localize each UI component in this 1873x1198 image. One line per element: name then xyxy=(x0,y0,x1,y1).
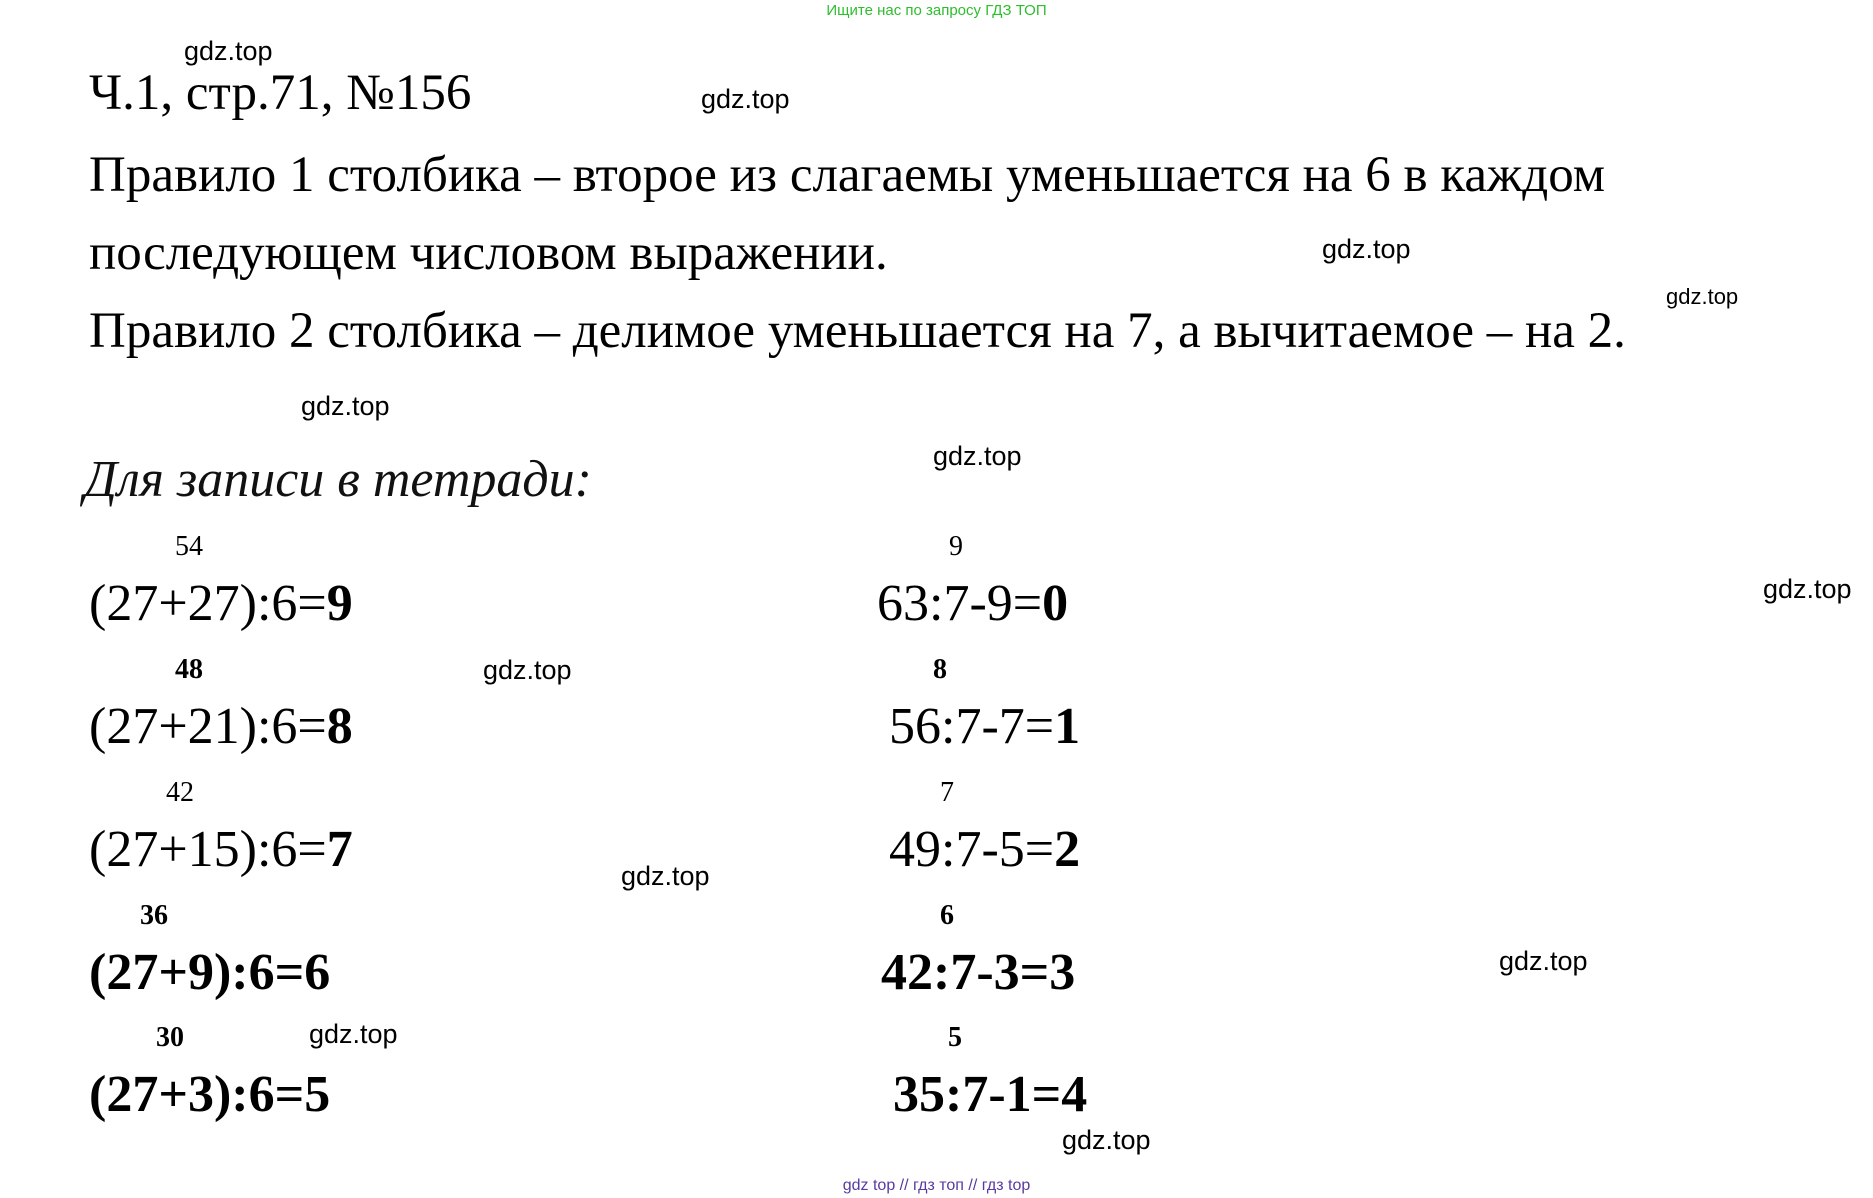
expression-text: 56:7-7= xyxy=(889,698,1055,755)
expression-text: 49:7-5= xyxy=(889,821,1055,878)
watermark: gdz.top xyxy=(701,84,790,114)
expression xyxy=(889,821,1081,878)
watermark: gdz.top xyxy=(1666,284,1739,309)
expression-text: (27+27):6= xyxy=(89,575,327,632)
expression xyxy=(89,821,353,878)
footer-separator: // xyxy=(968,1177,978,1194)
rule-line: последующем числовом выражении. xyxy=(89,225,888,281)
expression xyxy=(881,944,1076,1001)
intermediate-note: 8 xyxy=(933,654,947,685)
page-title: Ч.1, стр.71, №156 xyxy=(89,65,472,121)
intermediate-note: 36 xyxy=(140,900,168,931)
expression-text: (27+21):6= xyxy=(89,698,327,755)
watermark: gdz.top xyxy=(483,655,572,685)
intermediate-note: 9 xyxy=(949,531,963,562)
rule-line: Правило 1 столбика – второе из слагаемы уменьшается на 6 в каждом xyxy=(89,147,1606,203)
intermediate-note: 30 xyxy=(156,1022,184,1053)
expression xyxy=(877,575,1069,632)
expression-text: (27+3):6= xyxy=(89,1066,305,1123)
footer-link[interactable]: гдз top xyxy=(981,1177,1031,1194)
notebook-title: Для записи в тетради: xyxy=(84,451,592,508)
expression xyxy=(89,698,353,755)
watermark: gdz.top xyxy=(1062,1125,1151,1155)
expression-text: (27+15):6= xyxy=(89,821,327,878)
watermark: gdz.top xyxy=(1322,234,1411,264)
watermark: gdz.top xyxy=(1499,946,1588,976)
expression-result: 5 xyxy=(304,1066,331,1123)
expression-text: 63:7-9= xyxy=(877,575,1043,632)
expression xyxy=(89,575,353,632)
expression-result: 1 xyxy=(1054,698,1081,755)
watermark: gdz.top xyxy=(301,391,390,421)
expression xyxy=(89,944,331,1001)
intermediate-note: 54 xyxy=(175,531,203,562)
expression-result: 8 xyxy=(326,698,353,755)
expression xyxy=(889,698,1081,755)
expression-result: 4 xyxy=(1061,1066,1088,1123)
expression-result: 2 xyxy=(1054,821,1081,878)
expression-result: 3 xyxy=(1049,944,1076,1001)
watermark: gdz.top xyxy=(184,36,273,66)
rule-line: Правило 2 столбика – делимое уменьшается на 7, а вычитаемое – на 2. xyxy=(89,303,1626,359)
watermark: gdz.top xyxy=(309,1019,398,1049)
expression-text: 42:7-3= xyxy=(881,944,1050,1001)
intermediate-note: 48 xyxy=(175,654,203,685)
top-banner: Ищите нас по запросу ГДЗ ТОП xyxy=(826,2,1047,19)
footer-link[interactable]: гдз топ xyxy=(913,1177,964,1194)
footer-separator: // xyxy=(899,1177,909,1194)
intermediate-note: 5 xyxy=(948,1022,962,1053)
watermark: gdz.top xyxy=(1763,574,1852,604)
intermediate-note: 6 xyxy=(940,900,954,931)
expression-result: 0 xyxy=(1042,575,1069,632)
expression-result: 9 xyxy=(326,575,353,632)
expression-result: 6 xyxy=(304,944,331,1001)
intermediate-note: 42 xyxy=(166,777,194,808)
expression-text: (27+9):6= xyxy=(89,944,305,1001)
watermark: gdz.top xyxy=(621,861,710,891)
footer-link[interactable]: gdz top xyxy=(842,1177,896,1194)
intermediate-note: 7 xyxy=(940,777,954,808)
expression-result: 7 xyxy=(326,821,353,878)
expression-text: 35:7-1= xyxy=(893,1066,1062,1123)
expression xyxy=(89,1066,331,1123)
watermark: gdz.top xyxy=(933,441,1022,471)
expression xyxy=(893,1066,1088,1123)
footer-links xyxy=(0,1178,1873,1194)
